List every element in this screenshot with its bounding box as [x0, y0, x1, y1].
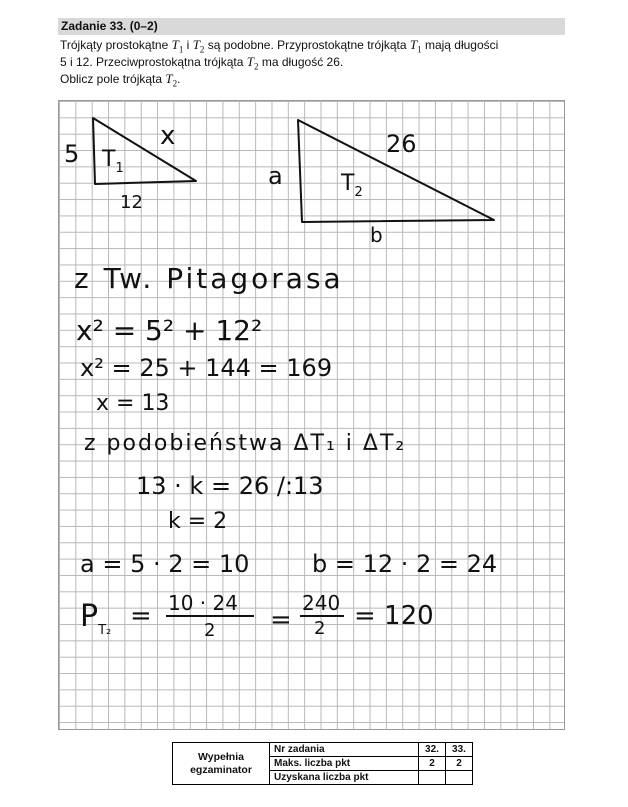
similarity-heading: z podobieństwa ΔT₁ i ΔT₂	[84, 431, 407, 456]
task-line-2	[60, 55, 343, 74]
task-text-segment: i	[183, 38, 193, 52]
task-line-1	[60, 38, 498, 57]
obtained-points-32[interactable]	[419, 771, 446, 785]
task-text-segment: są podobne. Przyprostokątne trójkąta	[204, 38, 410, 52]
area-lhs: $P_{T_2}$	[80, 599, 112, 638]
t1-side-a-label: 5	[64, 140, 80, 168]
area-equals-2: =	[270, 605, 292, 635]
equation-4: 13 · k = 26 /:13	[136, 472, 324, 500]
row-obtained-points-label: Uzyskana liczba pkt	[270, 771, 419, 785]
area-fraction2-denominator: 2	[314, 618, 326, 639]
math-symbol: $T_2$	[165, 71, 178, 89]
t1-side-b-label: 12	[120, 192, 143, 213]
equation-3: x = 13	[96, 391, 170, 416]
t1-hypotenuse-label: x	[160, 121, 176, 151]
math-symbol: $T_1$	[409, 37, 422, 55]
t2-label: $T_2$	[341, 171, 363, 200]
t2-hypotenuse-label: 26	[386, 130, 417, 158]
math-symbol: $T_2$	[192, 37, 205, 55]
handwritten-solution	[58, 100, 565, 730]
task-text-segment: mają długości	[421, 38, 499, 52]
math-symbol: $T_1$	[171, 37, 184, 55]
area-fraction2-numerator: 240	[302, 591, 341, 615]
task-text-segment: 5 i 12. Przeciwprostokątna trójkąta	[60, 55, 247, 69]
obtained-points-33[interactable]	[446, 771, 473, 785]
task-number-32: 32.	[419, 743, 446, 757]
pythagoras-heading: z Tw. Pitagorasa	[74, 262, 344, 295]
equation-6a: a = 5 · 2 = 10	[80, 550, 250, 578]
equation-5: k = 2	[168, 509, 228, 534]
area-fraction-numerator: 10 · 24	[168, 591, 238, 615]
task-number-33: 33.	[446, 743, 473, 757]
examiner-label: Wypełnia egzaminator	[173, 743, 270, 785]
equation-1: x² = 5² + 12²	[76, 314, 263, 347]
area-fraction-denominator: 2	[204, 620, 216, 641]
t1-label: $T_1$	[102, 147, 124, 176]
row-task-number-label: Nr zadania	[270, 743, 419, 757]
math-symbol: $T_2$	[246, 54, 259, 72]
task-line-3	[60, 72, 180, 91]
task-text-segment: Oblicz pole trójkąta	[60, 72, 166, 86]
row-max-points-label: Maks. liczba pkt	[270, 757, 419, 771]
task-text-segment: ma długość 26.	[258, 55, 344, 69]
max-points-33: 2	[446, 757, 473, 771]
task-text-segment: Trójkąty prostokątne	[60, 38, 172, 52]
examiner-score-table	[172, 742, 473, 785]
task-title: Zadanie 33. (0–2)	[61, 19, 158, 33]
equation-2: x² = 25 + 144 = 169	[80, 354, 333, 382]
task-header-bar	[58, 18, 565, 35]
t2-side-a-label: a	[268, 162, 283, 190]
equation-6b: b = 12 · 2 = 24	[312, 550, 498, 578]
area-equals-1: =	[130, 601, 152, 631]
area-result: = 120	[354, 601, 434, 631]
t2-side-b-label: b	[370, 223, 383, 247]
max-points-32: 2	[419, 757, 446, 771]
task-text-segment: .	[177, 72, 181, 86]
